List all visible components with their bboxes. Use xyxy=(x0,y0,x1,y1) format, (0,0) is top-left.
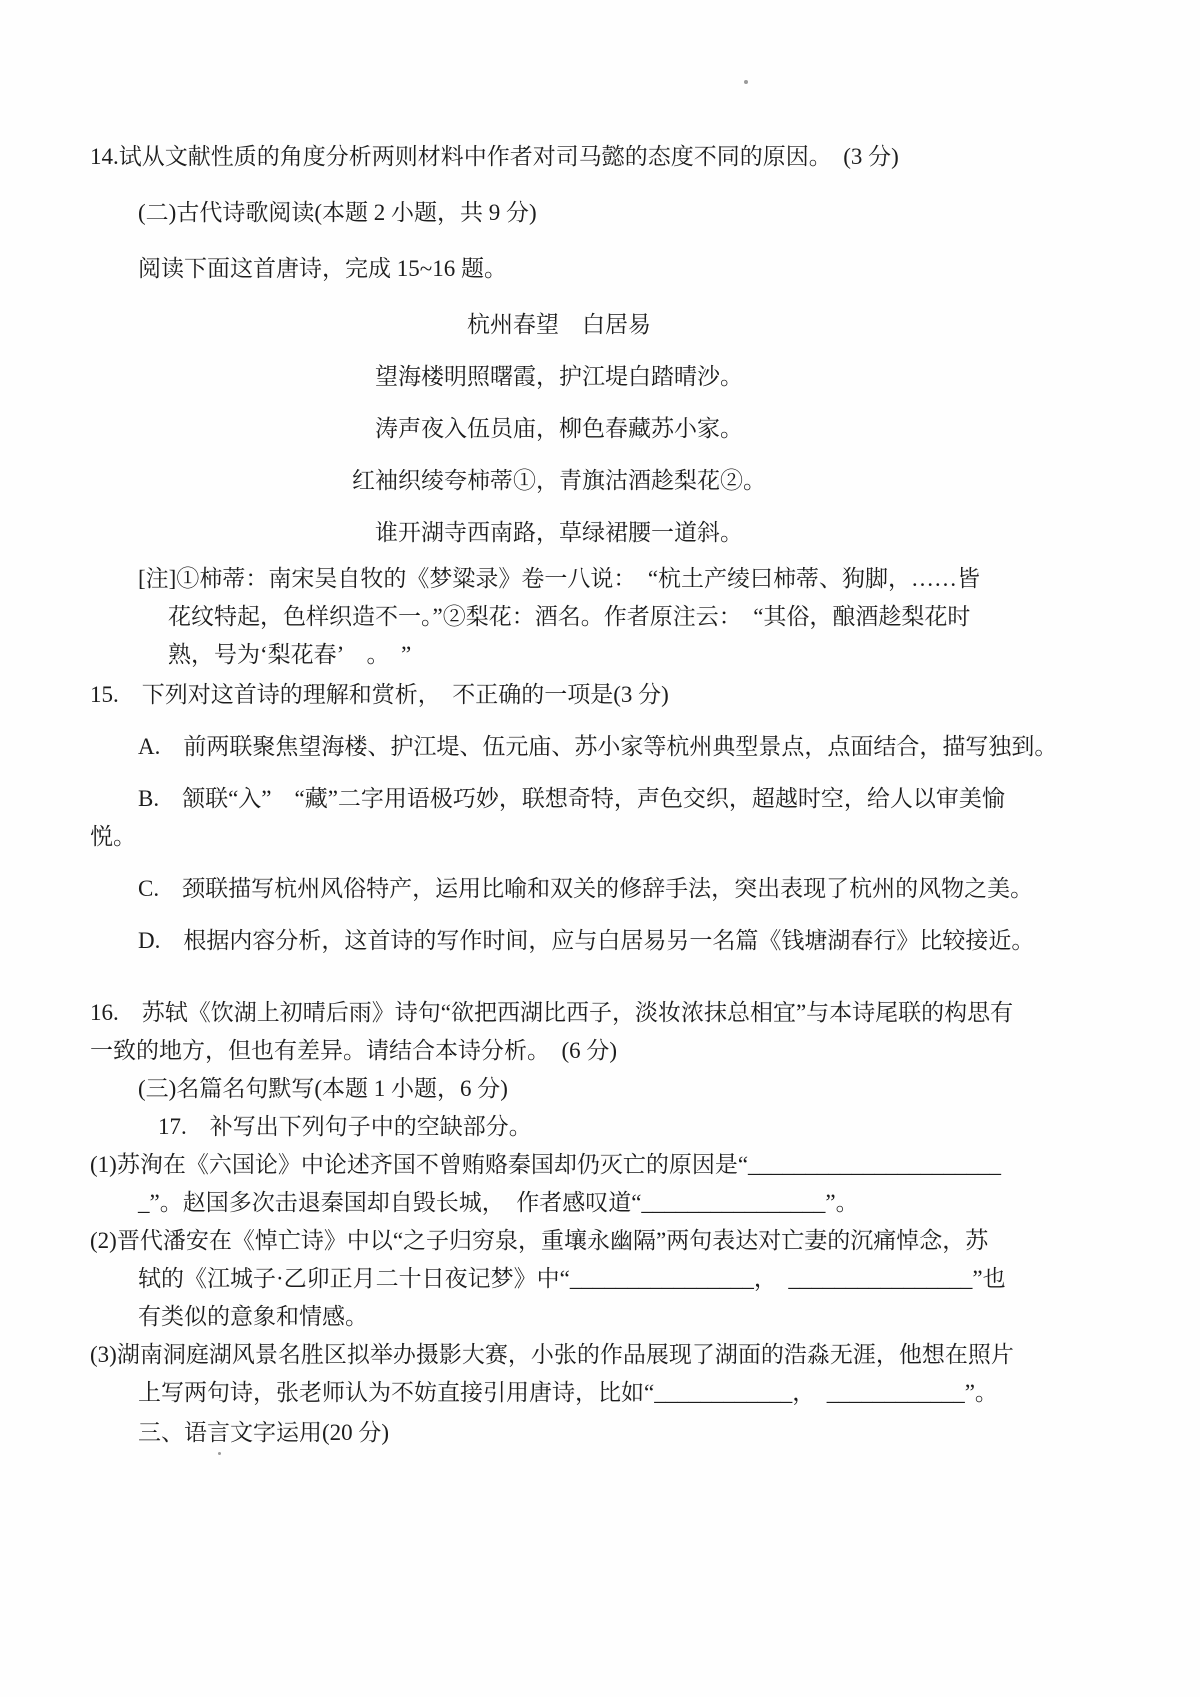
question-14: 14.试从文献性质的角度分析两则材料中作者对司马懿的态度不同的原因。 (3 分) xyxy=(90,144,899,169)
poem-line-3: 红袖织绫夸柿蒂①，青旗沽酒趁梨花②。 xyxy=(352,468,766,493)
question-17-item2-line3: 有类似的意象和情感。 xyxy=(138,1304,368,1329)
poem-line-2: 涛声夜入伍员庙，柳色春藏苏小家。 xyxy=(375,416,743,441)
annotation-line-3: 熟，号为‘梨花春’ 。 ” xyxy=(168,642,412,667)
poem-line-1: 望海楼明照曙霞，护江堤白踏晴沙。 xyxy=(375,364,743,389)
question-15-option-c: C. 颈联描写杭州风俗特产，运用比喻和双关的修辞手法，突出表现了杭州的风物之美。 xyxy=(138,876,1034,901)
question-17-item2-line1: (2)晋代潘安在《悼亡诗》中以“之子归穷泉，重壤永幽隔”两句表达对亡妻的沉痛悼念，苏 xyxy=(90,1228,989,1253)
poem-line-4: 谁开湖寺西南路，草绿裙腰一道斜。 xyxy=(375,520,743,545)
question-15-stem: 15. 下列对这首诗的理解和赏析， 不正确的一项是(3 分) xyxy=(90,682,669,707)
question-17-item3-line1: (3)湖南洞庭湖风景名胜区拟举办摄影大赛，小张的作品展现了湖面的浩淼无涯，他想在照片 xyxy=(90,1342,1014,1367)
reading-instruction: 阅读下面这首唐诗，完成 15~16 题。 xyxy=(138,256,507,281)
section-heading-poetry-reading: (二)古代诗歌阅读(本题 2 小题，共 9 分) xyxy=(138,200,537,225)
question-15-option-a: A. 前两联聚焦望海楼、护江堤、伍元庙、苏小家等杭州典型景点，点面结合，描写独到。 xyxy=(138,734,1058,759)
question-15-option-b-line1: B. 颔联“入” “藏”二字用语极巧妙，联想奇特，声色交织，超越时空，给人以审美愉 xyxy=(138,786,1005,811)
question-17-item3-line2: 上写两句诗，张老师认为不妨直接引用唐诗，比如“____________， ____________”。 xyxy=(138,1380,998,1405)
poem-title: 杭州春望 白居易 xyxy=(467,312,651,337)
question-15-option-b-line2: 悦。 xyxy=(90,824,136,849)
annotation-line-2: 花纹特起，色样织造不一。”②梨花：酒名。作者原注云： “其俗，酿酒趁梨花时 xyxy=(168,604,971,629)
question-15-option-d: D. 根据内容分析，这首诗的写作时间，应与白居易另一名篇《钱塘湖春行》比较接近。 xyxy=(138,928,1035,953)
question-17-stem: 17. 补写出下列句子中的空缺部分。 xyxy=(158,1114,532,1139)
scan-artifact-dot xyxy=(744,80,748,84)
question-17-item2-line2: 轼的《江城子·乙卯正月二十日夜记梦》中“________________， ________________”也 xyxy=(138,1266,1006,1291)
section-heading-dictation: (三)名篇名句默写(本题 1 小题，6 分) xyxy=(138,1076,508,1101)
question-16-line2: 一致的地方，但也有差异。请结合本诗分析。 (6 分) xyxy=(90,1038,618,1063)
question-17-item1-line2: _”。赵国多次击退秦国却自毁长城， 作者感叹道“________________”。 xyxy=(138,1190,859,1215)
question-16-line1: 16. 苏轼《饮湖上初晴后雨》诗句“欲把西湖比西子，淡妆浓抹总相宜”与本诗尾联的构思有 xyxy=(90,1000,1014,1025)
question-17-item1-line1: (1)苏洵在《六国论》中论述齐国不曾贿赂秦国却仍灭亡的原因是“______________________ xyxy=(90,1152,1002,1177)
poem-annotation xyxy=(90,560,1138,674)
annotation-line-1: [注]①柿蒂：南宋吴自牧的《梦粱录》卷一八说： “杭土产绫曰柿蒂、狗脚，……皆 xyxy=(138,566,981,591)
scan-artifact-dot xyxy=(218,1452,221,1455)
section-heading-language-use: 三、语言文字运用(20 分) xyxy=(138,1420,390,1445)
